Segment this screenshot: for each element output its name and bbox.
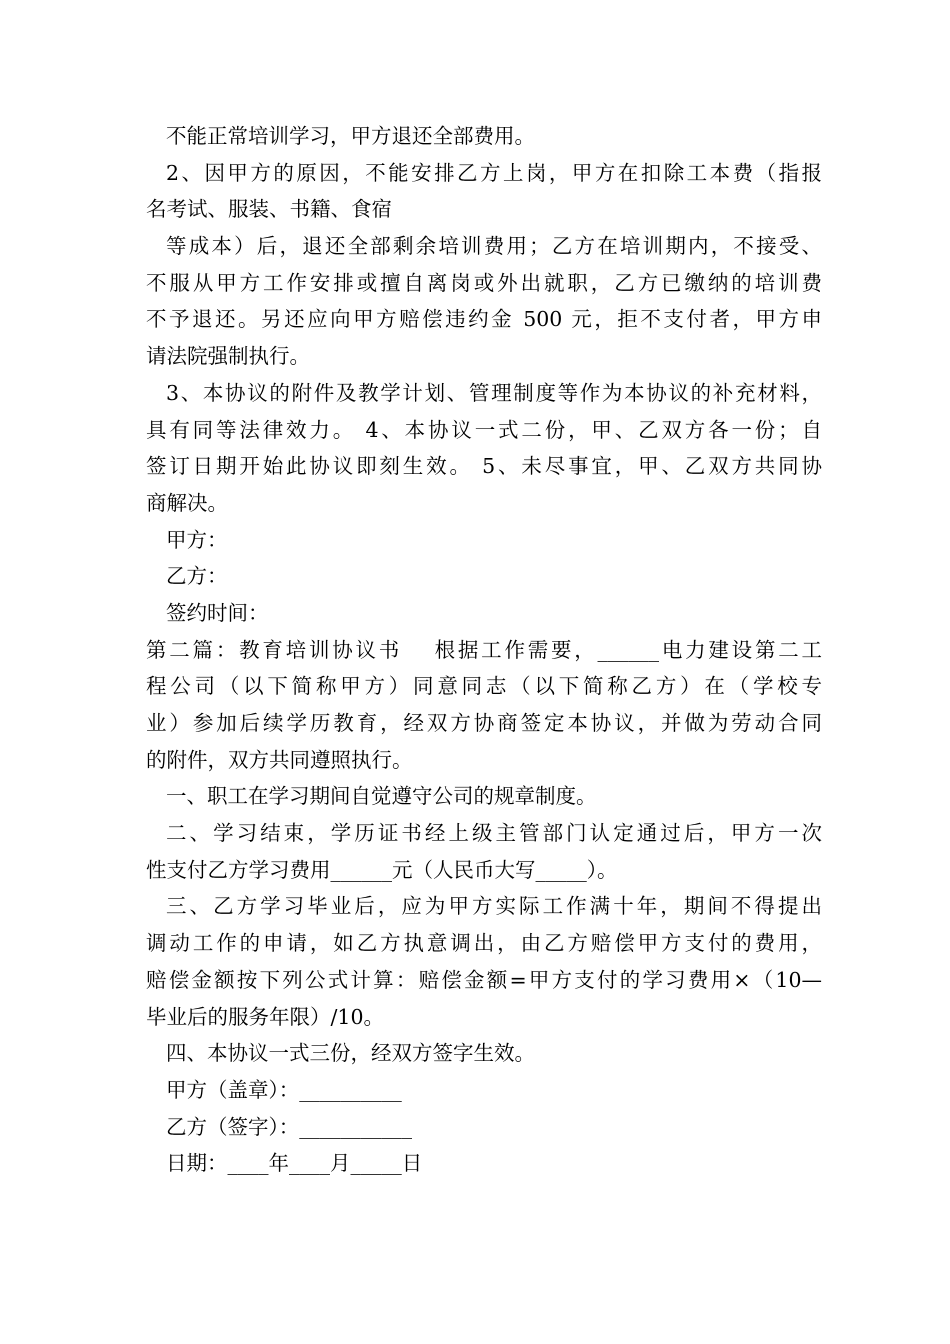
party-a-seal-line: 甲方（盖章）：__________ bbox=[166, 1077, 402, 1102]
text-line: 业）参加后续学历教育，经双方协商签定本协议，并做为劳动合同 bbox=[146, 711, 822, 735]
clause-line: 一、职工在学习期间自觉遵守公司的规章制度。 bbox=[166, 784, 597, 809]
party-b-signature-line: 乙方（签字）：___________ bbox=[166, 1114, 412, 1139]
text-line: 赔偿金额按下列公式计算：赔偿金额=甲方支付的学习费用×（10— bbox=[146, 967, 822, 992]
text-line: 性支付乙方学习费用______元（人民币大写_____）。 bbox=[146, 857, 618, 882]
text-line: 程公司（以下简称甲方）同意同志（以下简称乙方）在（学校专 bbox=[146, 674, 822, 699]
clause-line: 三、乙方学习毕业后，应为甲方实际工作满十年，期间不得提出 bbox=[166, 894, 822, 919]
text-line: 的附件，双方共同遵照执行。 bbox=[146, 747, 413, 772]
signing-date-label: 签约时间： bbox=[166, 600, 269, 625]
clause-line: 四、本协议一式三份，经双方签字生效。 bbox=[166, 1041, 535, 1066]
text-line: 商解决。 bbox=[146, 490, 228, 515]
text-line: 请法院强制执行。 bbox=[146, 344, 310, 369]
text-line: 签订日期开始此协议即刻生效。 5、未尽事宜，甲、乙双方共同协 bbox=[146, 454, 822, 479]
document-body bbox=[146, 118, 822, 1182]
text-line: 不服从甲方工作安排或擅自离岗或外出就职，乙方已缴纳的培训费 bbox=[146, 270, 822, 295]
text-line: 名考试、服装、书籍、食宿 bbox=[146, 197, 392, 222]
section-heading-line: 第二篇：教育培训协议书 根据工作需要，______电力建设第二工 bbox=[146, 637, 822, 662]
signature-label-party-b: 乙方： bbox=[166, 564, 228, 589]
text-line: 毕业后的服务年限）/10。 bbox=[146, 1004, 384, 1029]
date-line: 日期：____年____月_____日 bbox=[166, 1151, 423, 1176]
text-line: 不予退还。另还应向甲方赔偿违约金 500 元，拒不支付者，甲方申 bbox=[146, 307, 822, 332]
text-line: 调动工作的申请，如乙方执意调出，由乙方赔偿甲方支付的费用， bbox=[146, 931, 822, 956]
text-line: 2、因甲方的原因，不能安排乙方上岗，甲方在扣除工本费（指报 bbox=[166, 160, 822, 185]
text-line: 等成本）后，退还全部剩余培训费用；乙方在培训期内，不接受、 bbox=[166, 234, 822, 259]
text-line: 不能正常培训学习，甲方退还全部费用。 bbox=[166, 124, 535, 148]
text-line: 具有同等法律效力。 4、本协议一式二份，甲、乙双方各一份；自 bbox=[146, 417, 822, 442]
clause-line: 二、学习结束，学历证书经上级主管部门认定通过后，甲方一次 bbox=[166, 821, 822, 846]
text-line: 3、本协议的附件及教学计划、管理制度等作为本协议的补充材料， bbox=[166, 380, 822, 405]
signature-label-party-a: 甲方： bbox=[166, 527, 228, 552]
